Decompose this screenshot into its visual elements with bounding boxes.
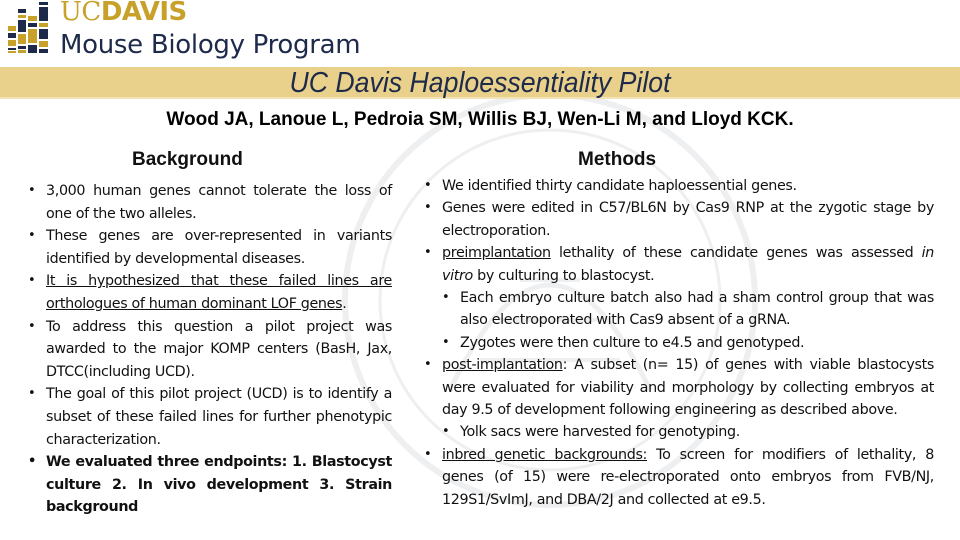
background-heading: Background	[132, 149, 243, 170]
list-item: • These genes are over-represented in variants identified by developmental diseases.	[28, 225, 392, 270]
authors: Wood JA, Lanoue L, Pedroia SM, Willis BJ, Wen-Li M, and Lloyd KCK.	[166, 109, 794, 130]
slide-title: UC Davis Haploessentiality Pilot	[289, 67, 671, 99]
underlined-text: inbred genetic backgrounds:	[442, 446, 648, 463]
list-item: • We evaluated three endpoints: 1. Blastocyst culture 2. In vivo development 3. Strain background	[28, 451, 392, 519]
underlined-text: post-implantation	[442, 357, 563, 374]
background-list	[28, 180, 392, 519]
underlined-text: It is hypothesized that these failed lines are orthologues of human dominant LOF genes	[46, 273, 392, 312]
italic-text: in vitro	[442, 245, 934, 284]
list-item: • To address this question a pilot project was awarded to the major KOMP centers (BasH, Jax, DTCC(including UCD).	[28, 316, 392, 384]
text: .	[342, 295, 347, 312]
list-item	[28, 270, 392, 315]
list-item: • The goal of this pilot project (UCD) is to identify a subset of these failed lines for further phenotypic characterization.	[28, 383, 392, 451]
list-item: • 3,000 human genes cannot tolerate the loss of one of the two alleles.	[28, 180, 392, 225]
list-item	[424, 444, 934, 511]
list-item	[424, 354, 934, 421]
text: lethality of these candidate genes was assessed	[550, 245, 922, 262]
sub-list-item: • Yolk sacs were harvested for genotyping.	[442, 421, 934, 443]
brand-uc: UC	[60, 0, 101, 27]
brand-wordmark	[60, 0, 187, 27]
methods-list	[424, 175, 934, 511]
text: To screen for modifiers of lethality, 8 genes (of 15) were re-electroporated onto embryos from FVB/NJ, 129S1/SvImJ, and DBA/2J and collected at e9.5.	[442, 446, 934, 508]
text: by culturing to blastocyst.	[472, 267, 655, 284]
sub-list-item: • Zygotes were then culture to e4.5 and genotyped.	[442, 332, 934, 354]
underlined-text: preimplantation	[442, 245, 551, 262]
sub-list-item: • Each embryo culture batch also had a sham control group that was also electroporated with Cas9 absent of a gRNA.	[442, 287, 934, 332]
list-item: • We identified thirty candidate haploessential genes.	[424, 175, 934, 197]
program-name: Mouse Biology Program	[60, 30, 361, 60]
brand-davis: DAVIS	[100, 0, 187, 27]
text: : A subset (n= 15) of genes with viable blastocysts were evaluated for viability and morphology by collecting embryos at day 9.5 of development following engineering as described above.	[442, 357, 934, 419]
methods-heading: Methods	[578, 149, 657, 170]
uc-davis-bar-logo-icon	[8, 2, 50, 54]
list-item	[424, 242, 934, 287]
list-item: • Genes were edited in C57/BL6N by Cas9 RNP at the zygotic stage by electroporation.	[424, 197, 934, 242]
